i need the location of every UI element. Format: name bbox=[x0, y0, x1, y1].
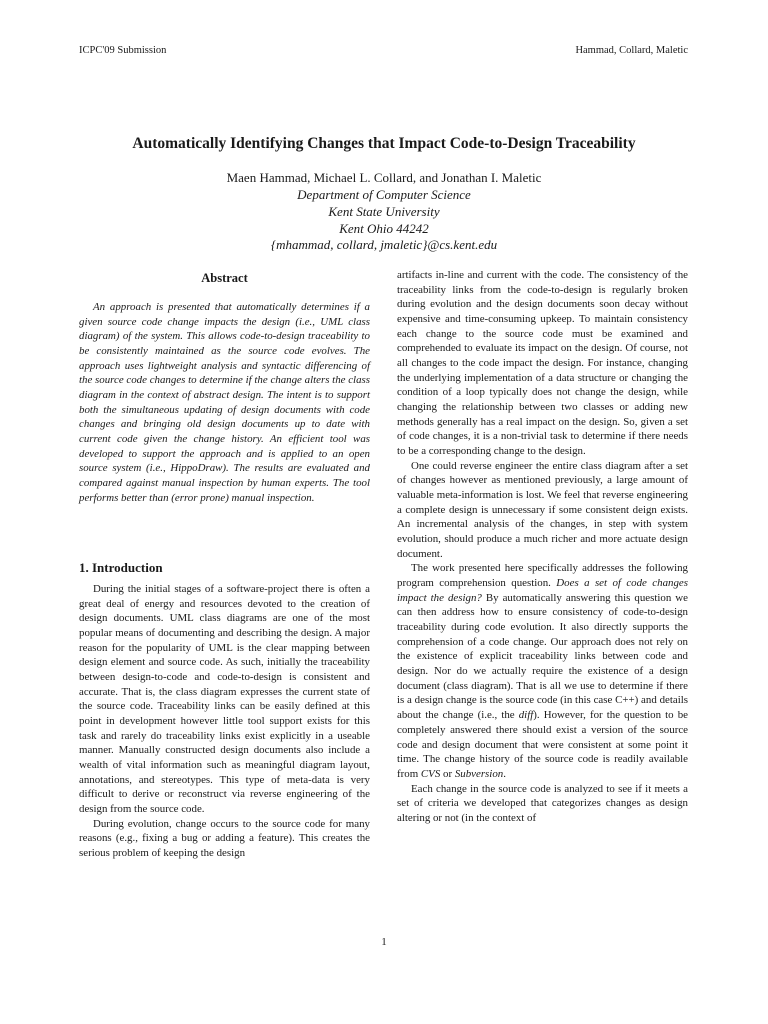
abstract-text: An approach is presented that automatically determines if a given source code change impacts the design (i.e., UML class diagram) of the system. This allows code-to-design traceability to be consistently maintained as the source code evolves. The approach uses lightweight analysis and syntactic differencing of the source code changes to determine if the change alters the class diagram in the context of abstract design. The intent is to support both the simultaneous updating of design documents with code changes and bringing old design documents up to date with current code given the change history. An efficient tool was developed to support the approach and is applied to an open source system (i.e., HippoDraw). The results are evaluated and compared against manual inspection by human experts. The tool performs better than (error prone) manual inspection. bbox=[79, 301, 370, 504]
page-number: 1 bbox=[381, 936, 387, 948]
introduction-paragraph: During the initial stages of a software-project there is often a great deal of energy and resources devoted to the creation of design documents. UML class diagrams are one of the most popular means of documenting and describing the design. A major reason for the popularity of UML is the clear mapping between design element and source code. As such, initially the traceability between design-to-code and code-to-design is consistent and accurate. That is, the class diagram expresses the current state of the source code. Traceability links can be easily defined at this point in development however little tool support exists for this task and rarely do traceability links exist explicitly in a useable manner. Manually constructed design documents also include a wealth of vital information such as meaningful diagram layout, annotations, and stereotypes. This type of meta-data is very difficult to derive or reconstruct via reverse engineering of the design from the source code. bbox=[79, 583, 370, 816]
abstract-heading: Abstract bbox=[201, 271, 248, 285]
paragraph-text: The work presented here specifically addresses the following program comprehension question. bbox=[397, 562, 688, 590]
paragraph-text: By automatically answering this question we can then address how to ensure consistency of code-to-design traceability during code evolution. It also directly supports the comprehension of a code change. Our approach does not rely on the existence of explicit traceability links between code and design. Nor do we actually require the existence of a design document (class diagram). That is all we use to determine if there is a design change is the source code (in this case C++) and details about the change (i.e., the bbox=[397, 591, 688, 722]
introduction-heading: 1. Introduction bbox=[79, 560, 163, 575]
cvs-term: CVS bbox=[420, 767, 441, 780]
author-list: Maen Hammad, Michael L. Collard, and Jonathan I. Maletic bbox=[226, 170, 542, 185]
paragraph-text: . bbox=[503, 767, 506, 780]
subversion-term: Subversion bbox=[454, 767, 504, 780]
right-column-body bbox=[397, 268, 688, 826]
paragraph-text: or bbox=[440, 767, 455, 780]
body-paragraph: One could reverse engineer the entire class diagram after a set of changes however as mentioned previously, a large amount of valuable meta-information is lost. We feel that reverse engineering a complete design is unnecessary if some consistent deign exists. An incremental analysis of the changes, in step with system evolution, should produce a much richer and more actuate design document. bbox=[397, 459, 688, 560]
introduction-body bbox=[79, 582, 370, 861]
author-department: Department of Computer Science bbox=[297, 187, 471, 202]
introduction-paragraph: During evolution, change occurs to the source code for many reasons (e.g., fixing a bug or adding a feature). This creates the serious problem of keeping the design bbox=[79, 817, 370, 860]
author-university: Kent State University bbox=[328, 204, 440, 219]
paper-title: Automatically Identifying Changes that Impact Code-to-Design Traceability bbox=[132, 135, 636, 152]
paragraph-text: ). However, for the question to be completely answered there should exist a version of the source code and design document that were consistent at some point it time. The change history of the source code is readily available from bbox=[397, 709, 688, 780]
body-paragraph bbox=[397, 561, 688, 781]
author-location: Kent Ohio 44242 bbox=[339, 221, 429, 236]
running-header-right: Hammad, Collard, Maletic bbox=[575, 45, 688, 56]
body-paragraph: Each change in the source code is analyzed to see if it meets a set of criteria we developed that categorizes changes as design altering or not (in the context of bbox=[397, 782, 688, 824]
diff-term: diff bbox=[518, 709, 534, 722]
body-paragraph: artifacts in-line and current with the code. The consistency of the traceability links from the code-to-design is regularly broken during evolution and the design documents soon decay without expensive and time-consuming upkeep. To maintain consistency each change to the source code must be examined and comprehended to evaluate its impact on the design. Of course, not all changes to the code impact the design. For instance, changing the underlying implementation of a data structure or changing the condition of a loop typically does not change the design, while changing the relationship between two classes or adding new methods generally has a real impact on the design. So, given a set of code changes, it is a non-trivial task to determine if there needs to be a corresponding change to the design. bbox=[397, 269, 688, 458]
running-header-left: ICPC'09 Submission bbox=[79, 45, 167, 56]
research-question: Does a set of code changes impact the design? bbox=[397, 577, 688, 604]
author-emails: {mhammad, collard, jmaletic}@cs.kent.edu bbox=[270, 237, 498, 252]
